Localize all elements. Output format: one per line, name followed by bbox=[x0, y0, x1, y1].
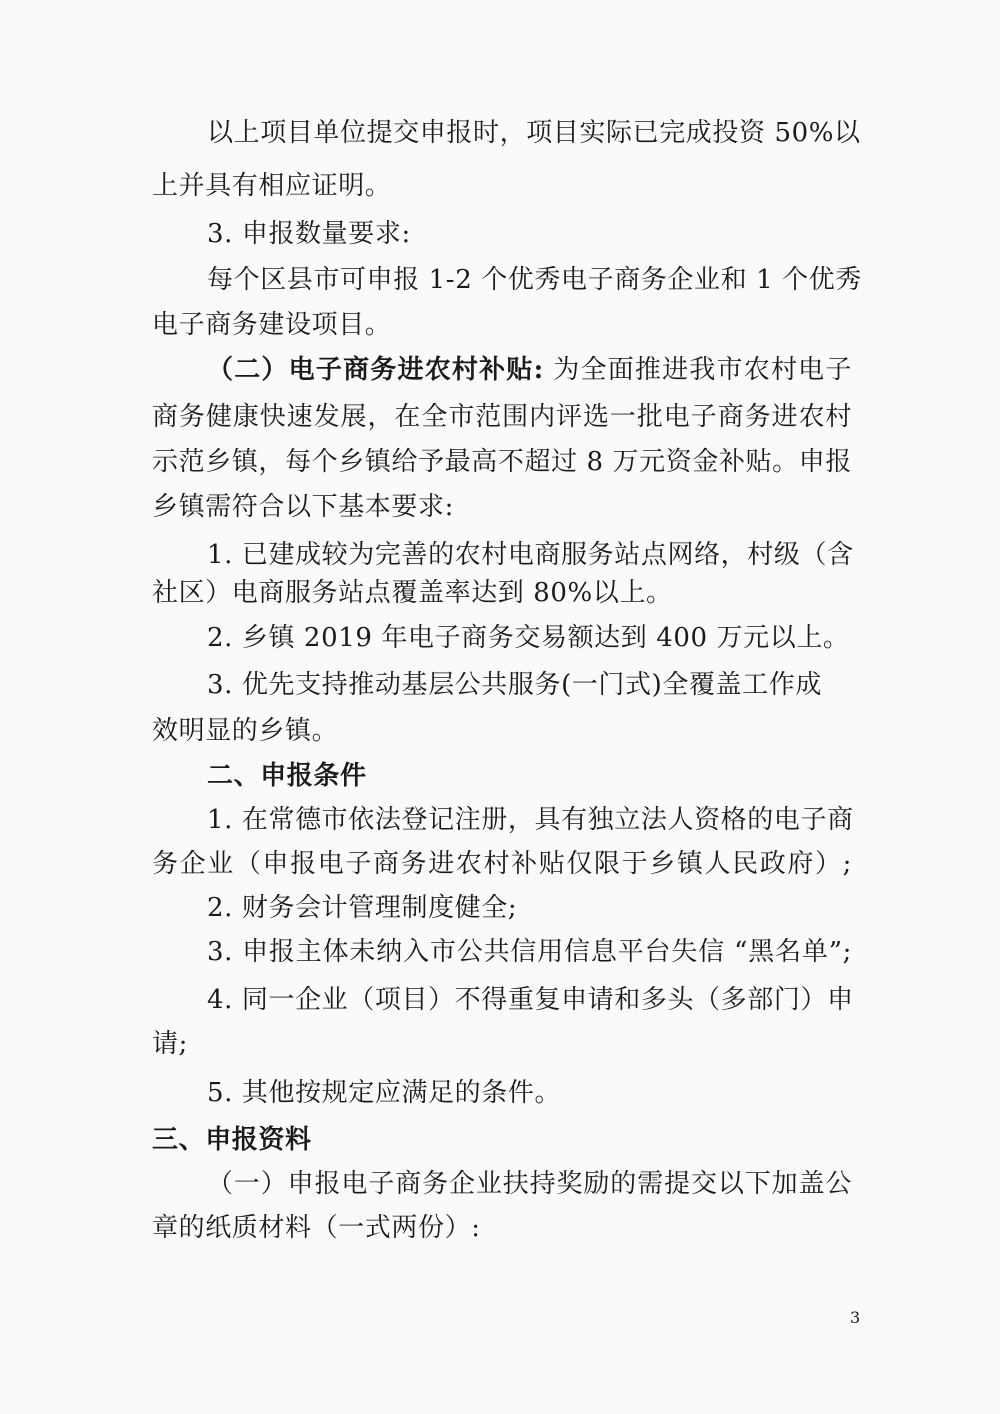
line-text: 3. 优先支持推动基层公共服务(一门式)全覆盖工作成 bbox=[207, 670, 822, 700]
section-heading bbox=[152, 1123, 852, 1157]
line-text: 1. 已建成较为完善的农村电商服务站点网络，村级（含 bbox=[207, 540, 854, 570]
line-text: 1. 在常德市依法登记注册，具有独立法人资格的电子商 bbox=[207, 805, 854, 835]
text-line bbox=[152, 1027, 852, 1061]
line-text: 乡镇需符合以下基本要求: bbox=[152, 492, 454, 522]
line-text: 社区）电商服务站点覆盖率达到 80%以上。 bbox=[152, 578, 673, 608]
line-text: 上并具有相应证明。 bbox=[152, 171, 392, 201]
text-line bbox=[207, 803, 852, 837]
line-text: 为全面推进我市农村电子 bbox=[543, 355, 853, 385]
text-line bbox=[152, 308, 852, 342]
text-line bbox=[207, 935, 852, 969]
line-text: 请; bbox=[152, 1029, 188, 1059]
line-text: 每个区县市可申报 1-2 个优秀电子商务企业和 1 个优秀 bbox=[207, 265, 862, 295]
line-text: 效明显的乡镇。 bbox=[152, 716, 339, 746]
text-line bbox=[207, 538, 852, 572]
text-line bbox=[152, 490, 852, 524]
line-text: 二、申报条件 bbox=[207, 761, 367, 791]
text-line bbox=[152, 576, 852, 610]
text-line bbox=[207, 1076, 852, 1110]
line-text: 示范乡镇，每个乡镇给予最高不超过 8 万元资金补贴。申报 bbox=[152, 447, 852, 477]
line-text: 商务健康快速发展，在全市范围内评选一批电子商务进农村 bbox=[152, 402, 852, 432]
text-line bbox=[152, 1211, 852, 1245]
line-text: （一）申报电子商务企业扶持奖励的需提交以下加盖公 bbox=[207, 1169, 852, 1199]
line-text: 3. 申报数量要求: bbox=[207, 219, 411, 249]
text-line bbox=[152, 400, 852, 434]
line-text: 三、申报资料 bbox=[152, 1125, 312, 1155]
text-line bbox=[152, 445, 852, 479]
page-number: 3 bbox=[850, 1308, 861, 1327]
line-text: 2. 乡镇 2019 年电子商务交易额达到 400 万元以上。 bbox=[207, 623, 850, 653]
bold-subheading: （二）电子商务进农村补贴: bbox=[207, 355, 544, 385]
line-text: 3. 申报主体未纳入市公共信用信息平台失信 “黑名单”; bbox=[207, 937, 852, 967]
text-line bbox=[207, 668, 852, 702]
line-text: 2. 财务会计管理制度健全; bbox=[207, 893, 518, 923]
text-line bbox=[207, 263, 862, 297]
text-line bbox=[207, 621, 852, 655]
text-line bbox=[207, 116, 861, 150]
text-line bbox=[207, 1167, 852, 1201]
text-line bbox=[207, 983, 852, 1017]
text-line bbox=[152, 169, 852, 203]
text-line bbox=[207, 891, 852, 925]
line-text: 以上项目单位提交申报时，项目实际已完成投资 50%以 bbox=[207, 118, 861, 148]
line-text: 章的纸质材料（一式两份）: bbox=[152, 1213, 481, 1243]
section-heading bbox=[207, 759, 852, 793]
text-line bbox=[207, 217, 852, 251]
line-text: 4. 同一企业（项目）不得重复申请和多头（多部门）申 bbox=[207, 985, 854, 1015]
line-text: 电子商务建设项目。 bbox=[152, 310, 392, 340]
text-line bbox=[207, 353, 852, 387]
text-line bbox=[152, 847, 852, 881]
text-line bbox=[152, 714, 852, 748]
line-text: 务企业（申报电子商务进农村补贴仅限于乡镇人民政府）; bbox=[152, 849, 852, 879]
line-text: 5. 其他按规定应满足的条件。 bbox=[207, 1078, 562, 1108]
